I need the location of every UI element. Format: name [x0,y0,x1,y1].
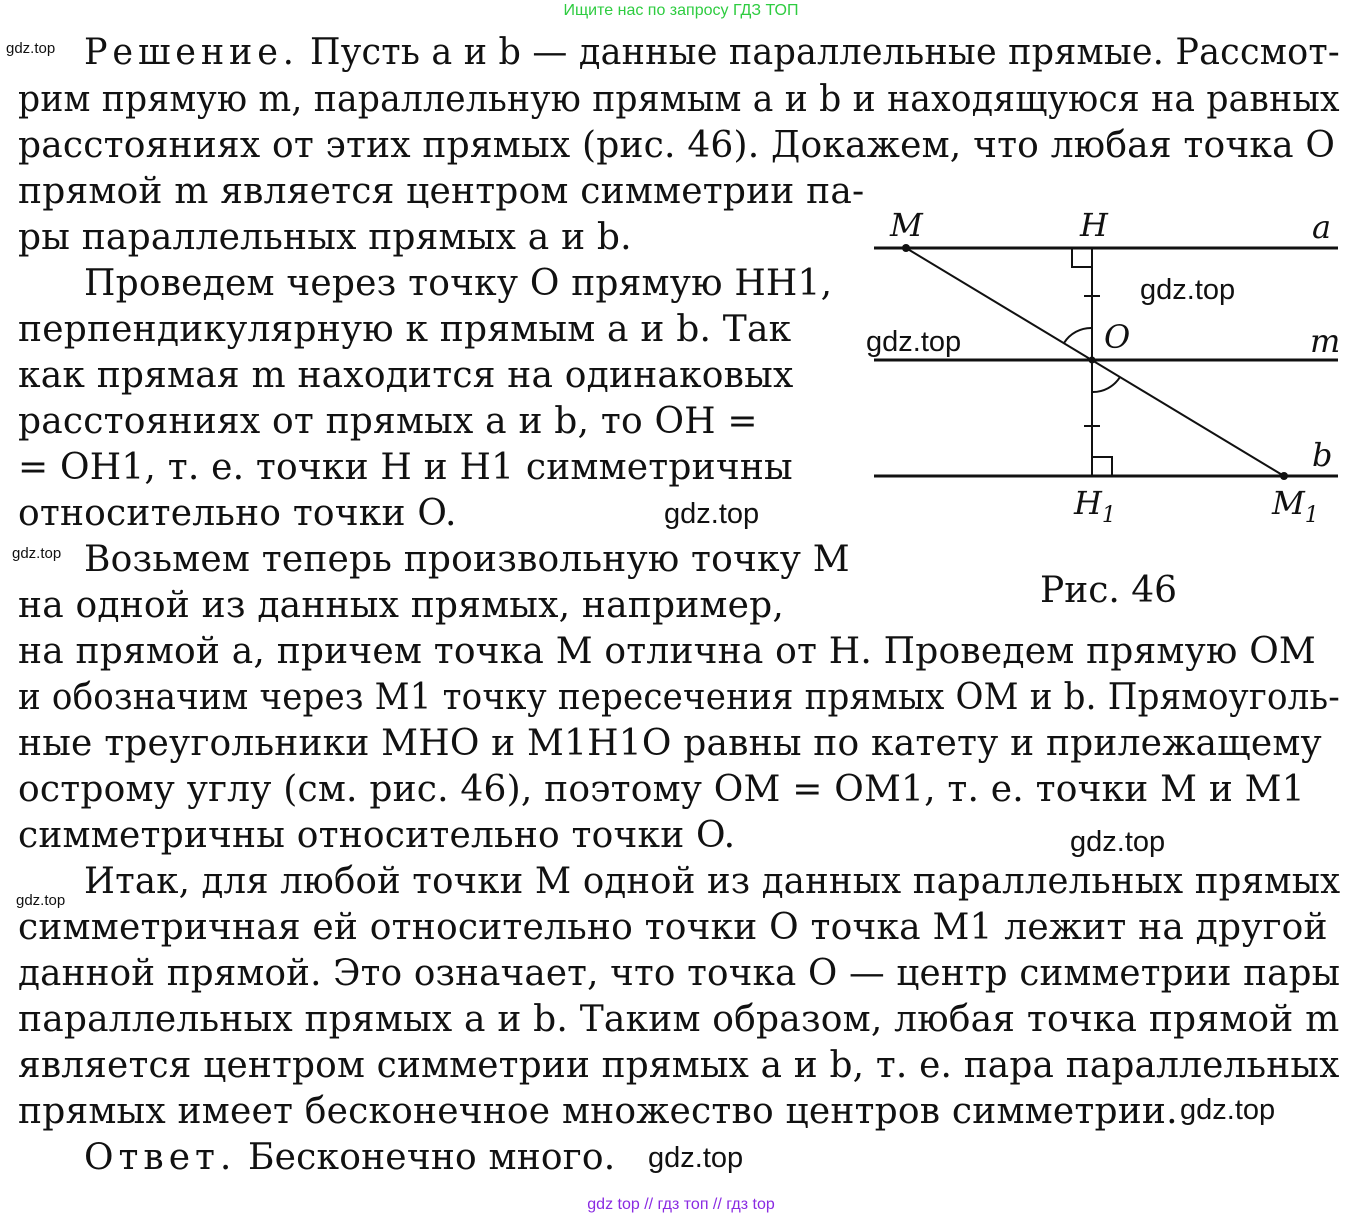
figure-46 [860,200,1350,540]
label-a: a [1312,208,1332,246]
text-line-11: относительно точки O. [18,493,457,534]
text-line-14: на прямой a, причем точка M отлична от H. Проведем прямую OM [18,631,1316,672]
right-angle-h1 [1092,457,1112,476]
text-line-19: Итак, для любой точки M одной из данных параллельных прямых [84,861,1341,902]
watermark-small: gdz.top [12,545,62,562]
label-h: H [1080,206,1108,244]
watermark-small: gdz.top [16,892,66,909]
watermark-small: gdz.top [6,40,56,57]
text-line-16: ные треугольники MHO и M1H1O равны по катету и прилежащему [18,723,1322,764]
text-line-22: параллельных прямых a и b. Таким образом, любая точка прямой m [18,999,1340,1040]
watermark: gdz.top [648,1142,744,1174]
text-line-23: является центром симметрии прямых a и b, т. е. пара параллельных [18,1045,1340,1086]
text-line-7: перпендикулярную к прямым a и b. Так [18,309,792,350]
label-h1: $H_1$ [1074,484,1116,528]
answer-line: Ответ. Бесконечно много. [84,1137,616,1178]
figure-caption: Рис. 46 [1040,570,1178,611]
text-line-20: симметричная ей относительно точки O точка M1 лежит на другой [18,907,1328,948]
right-angle-h [1072,248,1092,267]
label-m1: $M_1$ [1272,484,1319,528]
text-line-18: симметричны относительно точки O. [18,815,736,856]
watermark: gdz.top [1070,826,1166,858]
angle-arc-upper [1064,328,1092,343]
label-o: O [1104,318,1131,356]
watermark: gdz.top [866,326,962,358]
text-line-3: расстояниях от этих прямых (рис. 46). Докажем, что любая точка O [18,125,1336,166]
label-m: M [890,206,923,244]
text-line-12: Возьмем теперь произвольную точку M [84,539,850,580]
point-m1 [1280,472,1288,480]
text-line-13: на одной из данных прямых, например, [18,585,785,626]
text-line-24: прямых имеет бесконечное множество центров симметрии. [18,1091,1178,1132]
text-line-10: = OH1, т. е. точки H и H1 симметричны [18,447,793,488]
label-line-m: m [1310,322,1341,360]
watermark: gdz.top [1140,274,1236,306]
text-line-9: расстояниях от прямых a и b, то OH = [18,401,758,442]
text-line-21: данной прямой. Это означает, что точка O — центр симметрии пары [18,953,1341,994]
watermark: gdz.top [664,498,760,530]
angle-arc-lower [1092,377,1120,392]
watermark: gdz.top [1180,1094,1276,1126]
search-banner: Ищите нас по запросу ГДЗ ТОП [563,2,799,19]
text-line-17: острому углу (см. рис. 46), поэтому OM = OM1, т. е. точки M и M1 [18,769,1305,810]
text-line-1: Решение. Пусть a и b — данные параллельные прямые. Рассмот- [84,32,1340,73]
text-line-15: и обозначим через M1 точку пересечения прямых OM и b. Прямоуголь- [18,677,1340,718]
text-line-8: как прямая m находится на одинаковых [18,355,794,396]
text-line-5: ры параллельных прямых a и b. [18,217,632,258]
text-line-2: рим прямую m, параллельную прямым a и b и находящуюся на равных [18,79,1340,120]
text-line-4: прямой m является центром симметрии па- [18,171,865,212]
label-b: b [1312,436,1333,474]
point-m [902,244,910,252]
point-o [1089,357,1096,364]
footer-links: gdz top // гдз топ // гдз top [587,1196,775,1213]
text-line-6: Проведем через точку O прямую HH1, [84,263,833,304]
